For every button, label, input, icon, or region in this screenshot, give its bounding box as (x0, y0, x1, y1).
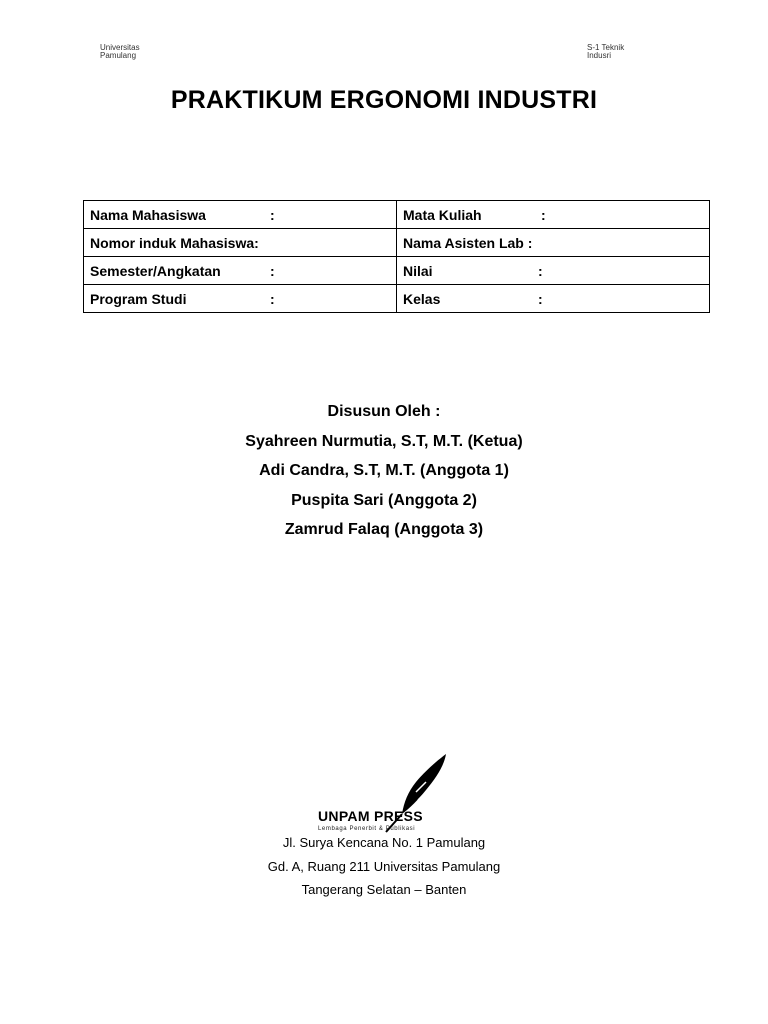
header-program-line1: S-1 Teknik (587, 43, 625, 52)
document-title: PRAKTIKUM ERGONOMI INDUSTRI (170, 86, 598, 114)
address-line: Tangerang Selatan – Banten (301, 882, 467, 897)
table-row (84, 285, 710, 313)
class-cell (397, 285, 710, 313)
study-program-label: Program Studi (90, 290, 187, 307)
semester-cell (84, 257, 397, 285)
semester-colon: : (270, 262, 275, 279)
class-colon: : (538, 290, 543, 307)
table-row (84, 201, 710, 229)
grade-colon: : (538, 262, 543, 279)
student-name-cell (84, 201, 397, 229)
student-id-cell (84, 229, 397, 257)
publisher-address (0, 831, 768, 902)
lab-assistant-label: Nama Asisten Lab : (403, 234, 533, 251)
publisher-logo-subtitle: Lembaga Penerbit & Publikasi (318, 826, 416, 832)
header-university-line2: Pamulang (100, 51, 137, 60)
author-name: Syahreen Nurmutia, S.T, M.T. (Ketua) (245, 432, 523, 450)
author-name: Zamrud Falaq (Anggota 3) (284, 521, 484, 538)
authors-section (0, 397, 768, 545)
study-program-colon: : (270, 290, 275, 307)
grade-cell (397, 257, 710, 285)
header-program-line2: Indusri (587, 51, 612, 60)
table-row (84, 257, 710, 285)
student-info-table (83, 200, 710, 313)
publisher-logo-text: UNPAM PRESS (318, 808, 423, 824)
student-name-colon: : (270, 206, 275, 223)
semester-label: Semester/Angkatan (90, 262, 221, 279)
student-name-label: Nama Mahasiswa (90, 206, 206, 223)
authors-heading: Disusun Oleh : (327, 403, 441, 420)
course-label: Mata Kuliah (403, 206, 482, 223)
course-colon: : (541, 206, 546, 223)
student-id-label: Nomor induk Mahasiswa: (90, 234, 259, 251)
header-university-line1: Universitas (100, 43, 140, 52)
header-university (100, 44, 140, 60)
publisher-logo (318, 752, 450, 834)
header-program (587, 44, 624, 60)
course-cell (397, 201, 710, 229)
class-label: Kelas (403, 290, 441, 307)
address-line: Jl. Surya Kencana No. 1 Pamulang (282, 835, 486, 850)
study-program-cell (84, 285, 397, 313)
table-row (84, 229, 710, 257)
address-line: Gd. A, Ruang 211 Universitas Pamulang (267, 858, 501, 874)
grade-label: Nilai (403, 262, 433, 279)
author-name: Adi Candra, S.T, M.T. (Anggota 1) (259, 462, 509, 479)
author-name: Puspita Sari (Anggota 2) (291, 491, 477, 509)
lab-assistant-cell (397, 229, 710, 257)
